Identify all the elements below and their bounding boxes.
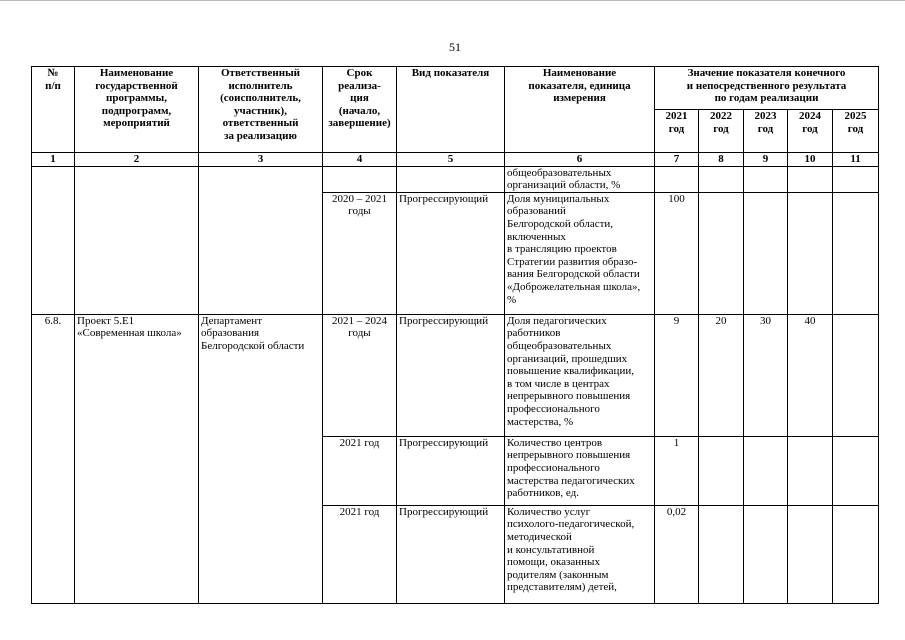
header-indicator-name: Наименование показателя, единица измерения — [505, 67, 655, 153]
row-value-2023 — [744, 436, 788, 505]
header-period: Срок реализа- ция (начало, завершение) — [323, 67, 397, 153]
row-number: 6.8. — [32, 314, 75, 603]
header-year-2022: 2022 год — [699, 110, 744, 153]
row-period: 2021 год — [323, 436, 397, 505]
row-value-2025 — [833, 505, 879, 603]
column-number: 7 — [655, 153, 699, 167]
header-number: № п/п — [32, 67, 75, 153]
column-number: 9 — [744, 153, 788, 167]
row-indicator-name: Количество центров непрерывного повышения профессионального мастерства педагогических работников, ед. — [505, 436, 655, 505]
column-number: 3 — [199, 153, 323, 167]
column-number: 4 — [323, 153, 397, 167]
row-value-2025 — [833, 166, 879, 192]
row-value-2025 — [833, 436, 879, 505]
row-value-2021: 9 — [655, 314, 699, 436]
header-year-2025: 2025 год — [833, 110, 879, 153]
row-indicator-name: Доля педагогических работников общеобразовательных организаций, прошедших повышение квалификации, в том числе в центрах непрерывного повышения профессионального мастерства, % — [505, 314, 655, 436]
header-row — [32, 67, 879, 110]
column-number: 5 — [397, 153, 505, 167]
row-period — [323, 166, 397, 192]
header-year-2023: 2023 год — [744, 110, 788, 153]
row-period: 2021 год — [323, 505, 397, 603]
row-program-name: Проект 5.Е1 «Современная школа» — [75, 314, 199, 603]
row-value-2022: 20 — [699, 314, 744, 436]
header-executor: Ответственный исполнитель (соисполнитель, участник), ответственный за реализацию — [199, 67, 323, 153]
column-number: 8 — [699, 153, 744, 167]
row-program-name — [75, 166, 199, 314]
row-indicator-type: Прогрессирующий — [397, 436, 505, 505]
row-indicator-type: Прогрессирующий — [397, 505, 505, 603]
row-value-2024 — [788, 505, 833, 603]
row-value-2024 — [788, 166, 833, 192]
header-indicator-type: Вид показателя — [397, 67, 505, 153]
row-value-2022 — [699, 436, 744, 505]
row-value-2021 — [655, 166, 699, 192]
row-value-2022 — [699, 166, 744, 192]
row-indicator-name: Количество услуг психолого-педагогической, методической и консультативной помощи, оказанных родителям (законным представителям) детей, — [505, 505, 655, 603]
column-number: 10 — [788, 153, 833, 167]
row-value-2023 — [744, 166, 788, 192]
column-number: 11 — [833, 153, 879, 167]
row-indicator-name: общеобразовательных организаций области, % — [505, 166, 655, 192]
row-period: 2020 – 2021 годы — [323, 192, 397, 314]
header-program-name: Наименование государственной программы, подпрограмм, мероприятий — [75, 67, 199, 153]
column-number: 6 — [505, 153, 655, 167]
row-indicator-type — [397, 166, 505, 192]
row-value-2024: 40 — [788, 314, 833, 436]
row-period: 2021 – 2024 годы — [323, 314, 397, 436]
page-number: 51 — [449, 40, 461, 54]
indicators-table — [31, 66, 879, 604]
row-value-2024 — [788, 436, 833, 505]
header-year-2024: 2024 год — [788, 110, 833, 153]
table-row — [32, 314, 879, 436]
table-row — [32, 166, 879, 192]
column-numbers-row — [32, 153, 879, 167]
scan-top-edge — [0, 0, 905, 7]
row-executor — [199, 166, 323, 314]
row-indicator-name: Доля муниципальных образований Белгородской области, включенных в трансляцию проектов Стратегии развития образо- вания Белгородской области «Доброжелательная школа», % — [505, 192, 655, 314]
row-value-2021: 100 — [655, 192, 699, 314]
column-number: 1 — [32, 153, 75, 167]
row-value-2022 — [699, 192, 744, 314]
row-indicator-type: Прогрессирующий — [397, 192, 505, 314]
header-values-group: Значение показателя конечного и непосредственного результата по годам реализации — [655, 67, 879, 110]
column-number: 2 — [75, 153, 199, 167]
row-value-2023 — [744, 192, 788, 314]
row-indicator-type: Прогрессирующий — [397, 314, 505, 436]
row-value-2021: 1 — [655, 436, 699, 505]
row-value-2023 — [744, 505, 788, 603]
row-number — [32, 166, 75, 314]
header-year-2021: 2021 год — [655, 110, 699, 153]
row-value-2023: 30 — [744, 314, 788, 436]
row-value-2022 — [699, 505, 744, 603]
row-value-2025 — [833, 192, 879, 314]
row-value-2025 — [833, 314, 879, 436]
row-value-2024 — [788, 192, 833, 314]
row-executor: Департамент образования Белгородской области — [199, 314, 323, 603]
row-value-2021: 0,02 — [655, 505, 699, 603]
